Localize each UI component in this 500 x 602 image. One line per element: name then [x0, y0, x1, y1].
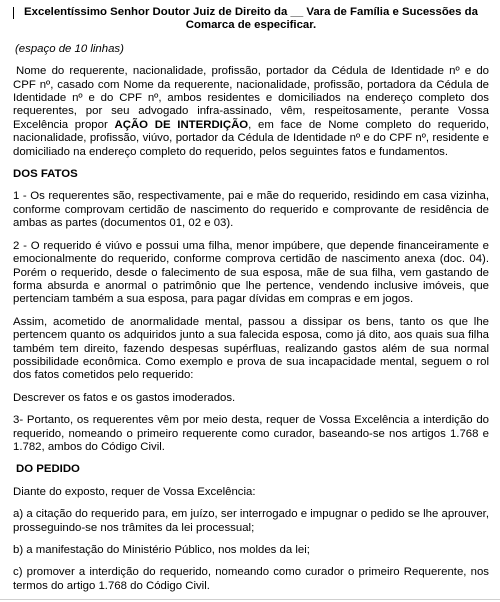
intro-text-end: , em face de Nome completo do requerido, nacionalidade, profissão, viúvo, portador da Cédula de Identidade nº e do CPF nº, residente e domiciliado na endereço completo do requerido, pelos seguintes fatos e fundamentos.	[13, 118, 489, 158]
section-heading-facts: DOS FATOS	[13, 168, 78, 181]
section-heading-request: DO PEDIDO	[16, 463, 80, 476]
intro-paragraph	[13, 65, 489, 159]
facts-paragraph-3: Assim, acometido de anormalidade mental, passou a dissipar os bens, tanto os que lhe pertencem quanto os adquiridos junto a sua falecida esposa, como já dito, aos quais sua filha também tem direito, fazendo despesas supérfluas, realizando gastos além de sua normal possibilidade econômica. Como exemplo e prova de sua incapacidade mental, seguem o rol dos fatos cometidos pelo requerido:	[13, 315, 489, 382]
intro-text-start: Nome do requerente, nacionalidade, profissão, portador da Cédula de Identidade nº e do CPF nº, casado com Nome da requerente, nacionalidade, profissão, portadora da Cédula de Identidade nº e do CPF nº, ambos residentes e domiciliados na endereço completo dos requerentes, por seu advogado infra-assinado, vêm, respeitosamente, perante Vossa Excelência propor	[13, 65, 489, 131]
spacing-note: (espaço de 10 linhas)	[15, 42, 124, 55]
request-paragraph-3: b) a manifestação do Ministério Público, nos moldes da lei;	[13, 544, 310, 556]
request-paragraph-4: c) promover a interdição do requerido, nomeando como curador o primeiro Requerente, nos termos do artigo 1.768 do Código Civil.	[13, 566, 489, 592]
request-paragraph-2: a) a citação do requerido para, em juízo, ser interrogado e impugnar o pedido se lhe aprouver, prosseguindo-se nos trâmites da lei processual;	[13, 508, 489, 534]
facts-paragraph-4: Descrever os fatos e os gastos imoderados.	[13, 391, 236, 404]
document-body[interactable]	[13, 6, 489, 602]
document-title: Excelentíssimo Senhor Doutor Juiz de Direito da __ Vara de Família e Sucessões da Comarca de especificar.	[24, 6, 478, 32]
action-name: AÇÃO DE INTERDIÇÃO	[114, 118, 249, 131]
facts-paragraph-5: 3- Portanto, os requerentes vêm por meio desta, requer de Vossa Excelência a interdição do requerido, nomeando o primeiro requerente como curador, baseando-se nos artigos 1.768 e 1.782, ambos do Código Civil.	[13, 414, 489, 453]
facts-paragraph-1: 1 - Os requerentes são, respectivamente, pai e mãe do requerido, residindo em casa vizinha, conforme comprovam certidão de nascimento do requerido e comprovante de residência de ambas as partes (documentos 01, 02 e 03).	[13, 190, 489, 230]
request-paragraph-1: Diante do exposto, requer de Vossa Excelência:	[13, 485, 256, 498]
facts-paragraph-2: 2 - O requerido é viúvo e possui uma filha, menor impúbere, que depende financeiramente e emocionalmente do requerido, conforme comprova certidão de nascimento anexa (doc. 04). Porém o requerido, desde o falecimento de sua esposa, mãe de sua filha, vem gastando de forma absurda e anormal o patrimônio que lhe pertence, vendendo inclusive imóveis, que pertenciam também a sua esposa, para pagar dívidas em compras e em jogos.	[13, 239, 489, 306]
